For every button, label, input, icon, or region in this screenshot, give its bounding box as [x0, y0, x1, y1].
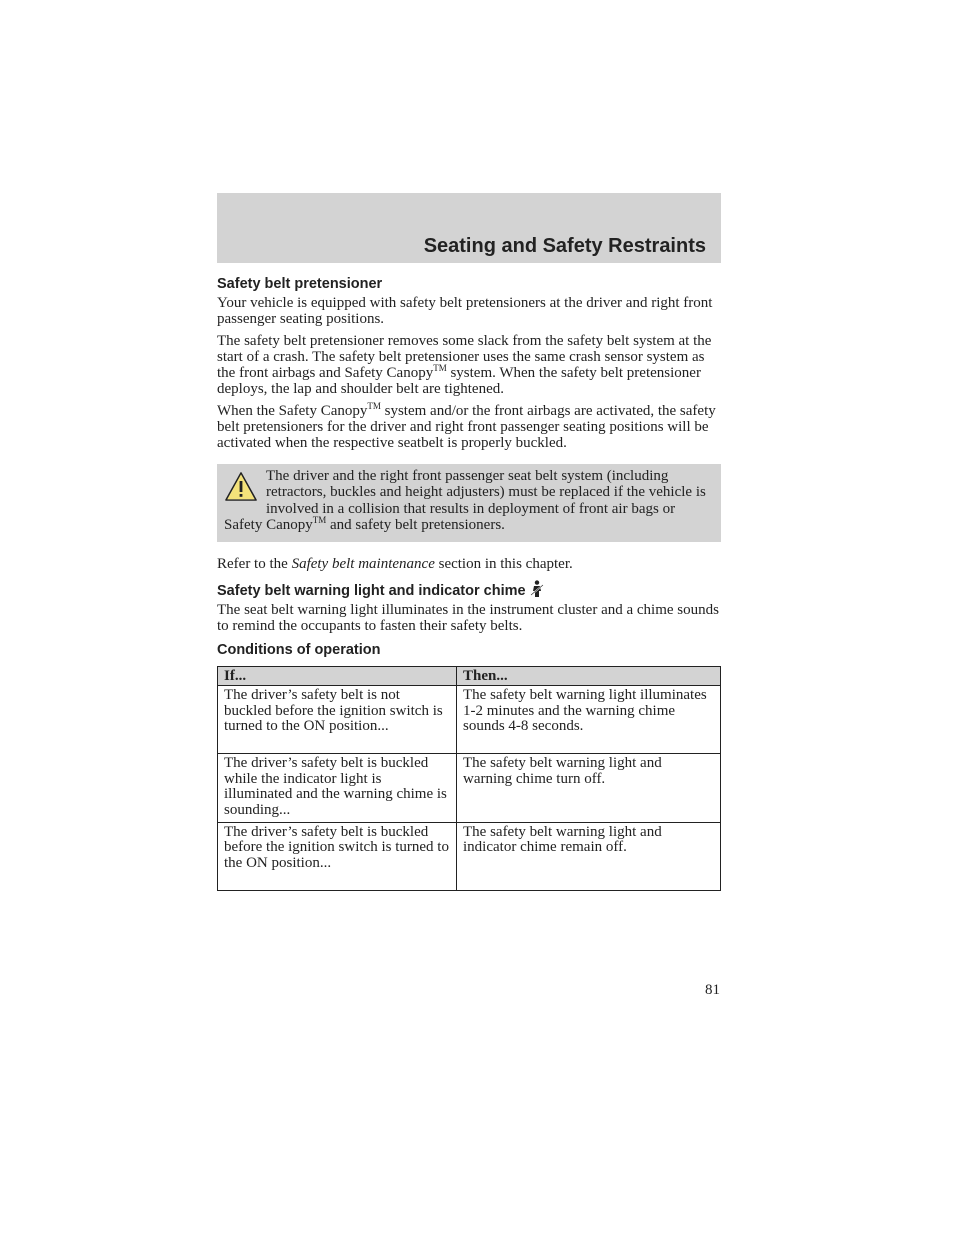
warning-light-paragraph: The seat belt warning light illuminates in the instrument cluster and a chime sounds to remind the occupants to fasten their safety belts.: [217, 601, 719, 634]
warning-text: and safety belt pretensioners.: [326, 517, 505, 534]
table-cell-then: The safety belt warning light and indicator chime remain off.: [457, 822, 721, 890]
paragraph-text: system and/or the front airbags are activated, the safety belt pretensioners for the driver and right front passenger seating positions will be activated when the respective seatbelt is properly buckled.: [217, 403, 716, 451]
pretensioner-paragraph-3: [217, 403, 721, 451]
paragraph-text: When the Safety Canopy: [217, 403, 368, 419]
paragraph-text: The safety belt pretensioner removes some slack from the safety belt system at the start of a crash. The safety belt pretensioner uses the same crash sensor system as the front airbags and Safety Canopy: [217, 333, 712, 381]
refer-paragraph: [217, 556, 721, 572]
table-header-row: [218, 666, 721, 686]
warning-box: [217, 464, 721, 542]
warning-light-heading: [217, 580, 721, 599]
table-row: [218, 686, 721, 754]
conditions-heading: Conditions of operation: [217, 641, 381, 658]
column-header-then: Then...: [457, 666, 721, 686]
refer-suffix: section in this chapter.: [434, 555, 573, 572]
heading-text: Safety belt warning light and indicator chime: [217, 582, 526, 599]
table-cell-if: The driver’s safety belt is not buckled before the ignition switch is turned to the ON position...: [218, 686, 457, 754]
page-header: [217, 193, 721, 263]
page-content: [217, 276, 721, 891]
pretensioner-heading: Safety belt pretensioner: [217, 276, 383, 292]
pretensioner-paragraph-2: [217, 333, 721, 397]
pretensioner-paragraph-1: Your vehicle is equipped with safety belt pretensioners at the driver and right front passenger seating positions.: [217, 295, 713, 327]
maintenance-section-reference: Safety belt maintenance: [291, 555, 435, 572]
table-row: [218, 754, 721, 822]
trademark-mark: TM: [312, 515, 327, 526]
trademark-mark: TM: [433, 363, 447, 373]
conditions-section: [217, 642, 721, 891]
page-title: Seating and Safety Restraints: [423, 235, 706, 257]
column-header-if: If...: [218, 666, 457, 686]
warning-light-section: [217, 580, 721, 634]
seatbelt-icon: [530, 580, 544, 598]
paragraph-text: system. When the safety belt pretensioner deploys, the lap and shoulder belt are tightened.: [217, 365, 701, 397]
refer-prefix: Refer to the: [217, 555, 292, 572]
warning-triangle-icon: [224, 471, 258, 503]
warning-text: The driver and the right front passenger seat belt system (including retractors, buckles and height adjusters) must be replaced if the vehicle is involved in a collision that results in deployment of front air bags or Safety Canopy: [224, 468, 706, 534]
table-cell-then: The safety belt warning light and warning chime turn off.: [457, 754, 721, 822]
table-cell-if: The driver’s safety belt is buckled while the indicator light is illuminated and the warning chime is sounding...: [218, 754, 457, 822]
page-number: 81: [705, 982, 720, 998]
conditions-table: [217, 666, 721, 891]
table-cell-then: The safety belt warning light illuminates 1-2 minutes and the warning chime sounds 4-8 seconds.: [457, 686, 721, 754]
table-cell-if: The driver’s safety belt is buckled before the ignition switch is turned to the ON position...: [218, 822, 457, 890]
table-row: [218, 822, 721, 890]
trademark-mark: TM: [367, 401, 381, 411]
